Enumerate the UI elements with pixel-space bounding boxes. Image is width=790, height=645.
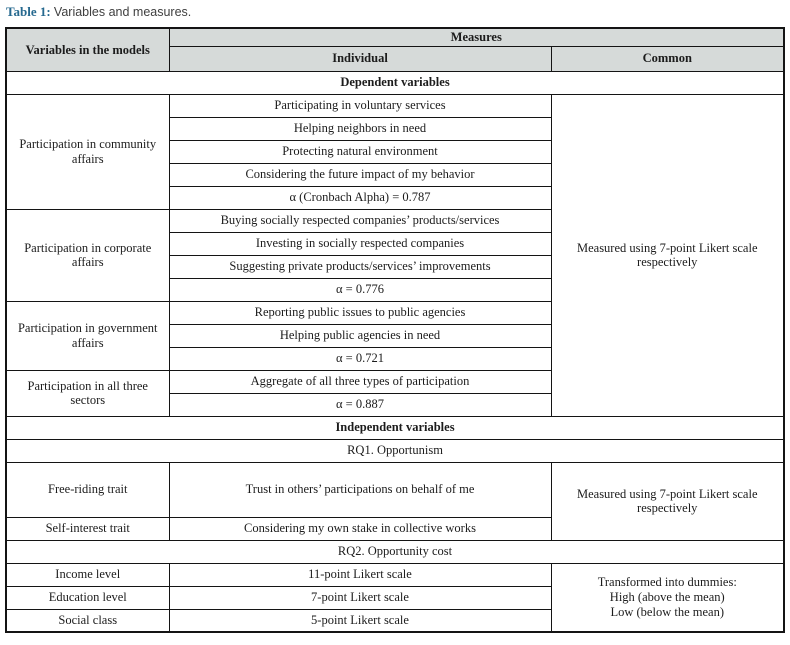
cronbach-alpha-cell: α = 0.776 bbox=[169, 278, 551, 301]
common-note-rq2-line1: Transformed into dummies: bbox=[597, 575, 737, 590]
common-note-rq2-line3: Low (below the mean) bbox=[610, 604, 724, 619]
table-caption bbox=[0, 0, 790, 21]
variable-cell-income: Income level bbox=[6, 563, 169, 586]
section-header-dependent: Dependent variables bbox=[6, 71, 784, 94]
measure-cell: Trust in others’ participations on behalf of me bbox=[169, 462, 551, 517]
col-header-measures: Measures bbox=[169, 28, 784, 46]
section-header-independent: Independent variables bbox=[6, 416, 784, 439]
rq1-header: RQ1. Opportunism bbox=[6, 439, 784, 462]
cronbach-alpha-cell: α = 0.721 bbox=[169, 347, 551, 370]
cronbach-alpha-cell: α (Cronbach Alpha) = 0.787 bbox=[169, 186, 551, 209]
common-note-dependent: Measured using 7-point Likert scale respectively bbox=[551, 94, 784, 416]
col-header-individual: Individual bbox=[169, 46, 551, 71]
common-note-rq1: Measured using 7-point Likert scale respectively bbox=[551, 462, 784, 540]
variable-cell-free-riding: Free-riding trait bbox=[6, 462, 169, 517]
common-note-rq2 bbox=[551, 563, 784, 632]
measure-cell: Buying socially respected companies’ products/services bbox=[169, 209, 551, 232]
measure-cell: 11-point Likert scale bbox=[169, 563, 551, 586]
common-note-rq2-line2: High (above the mean) bbox=[609, 590, 725, 605]
measure-cell: Considering the future impact of my behavior bbox=[169, 163, 551, 186]
variable-cell-social-class: Social class bbox=[6, 609, 169, 632]
variable-cell-government: Participation in government affairs bbox=[6, 301, 169, 370]
table-caption-label: Table 1: bbox=[6, 4, 51, 19]
variable-cell-all-three: Participation in all three sectors bbox=[6, 370, 169, 416]
measure-cell: Aggregate of all three types of participation bbox=[169, 370, 551, 393]
variable-cell-self-interest: Self-interest trait bbox=[6, 517, 169, 540]
measure-cell: 5-point Likert scale bbox=[169, 609, 551, 632]
rq2-header: RQ2. Opportunity cost bbox=[6, 540, 784, 563]
col-header-variables: Variables in the models bbox=[6, 28, 169, 71]
measure-cell: Helping neighbors in need bbox=[169, 117, 551, 140]
measure-cell: Investing in socially respected companies bbox=[169, 232, 551, 255]
measure-cell: 7-point Likert scale bbox=[169, 586, 551, 609]
table-caption-text: Variables and measures. bbox=[53, 5, 192, 19]
variable-cell-education: Education level bbox=[6, 586, 169, 609]
measure-cell: Suggesting private products/services’ improvements bbox=[169, 255, 551, 278]
measure-cell: Participating in voluntary services bbox=[169, 94, 551, 117]
cronbach-alpha-cell: α = 0.887 bbox=[169, 393, 551, 416]
variable-cell-community: Participation in community affairs bbox=[6, 94, 169, 209]
measure-cell: Helping public agencies in need bbox=[169, 324, 551, 347]
measure-cell: Considering my own stake in collective works bbox=[169, 517, 551, 540]
variables-measures-table bbox=[5, 27, 785, 633]
col-header-common: Common bbox=[551, 46, 784, 71]
measure-cell: Protecting natural environment bbox=[169, 140, 551, 163]
variable-cell-corporate: Participation in corporate affairs bbox=[6, 209, 169, 301]
measure-cell: Reporting public issues to public agencies bbox=[169, 301, 551, 324]
